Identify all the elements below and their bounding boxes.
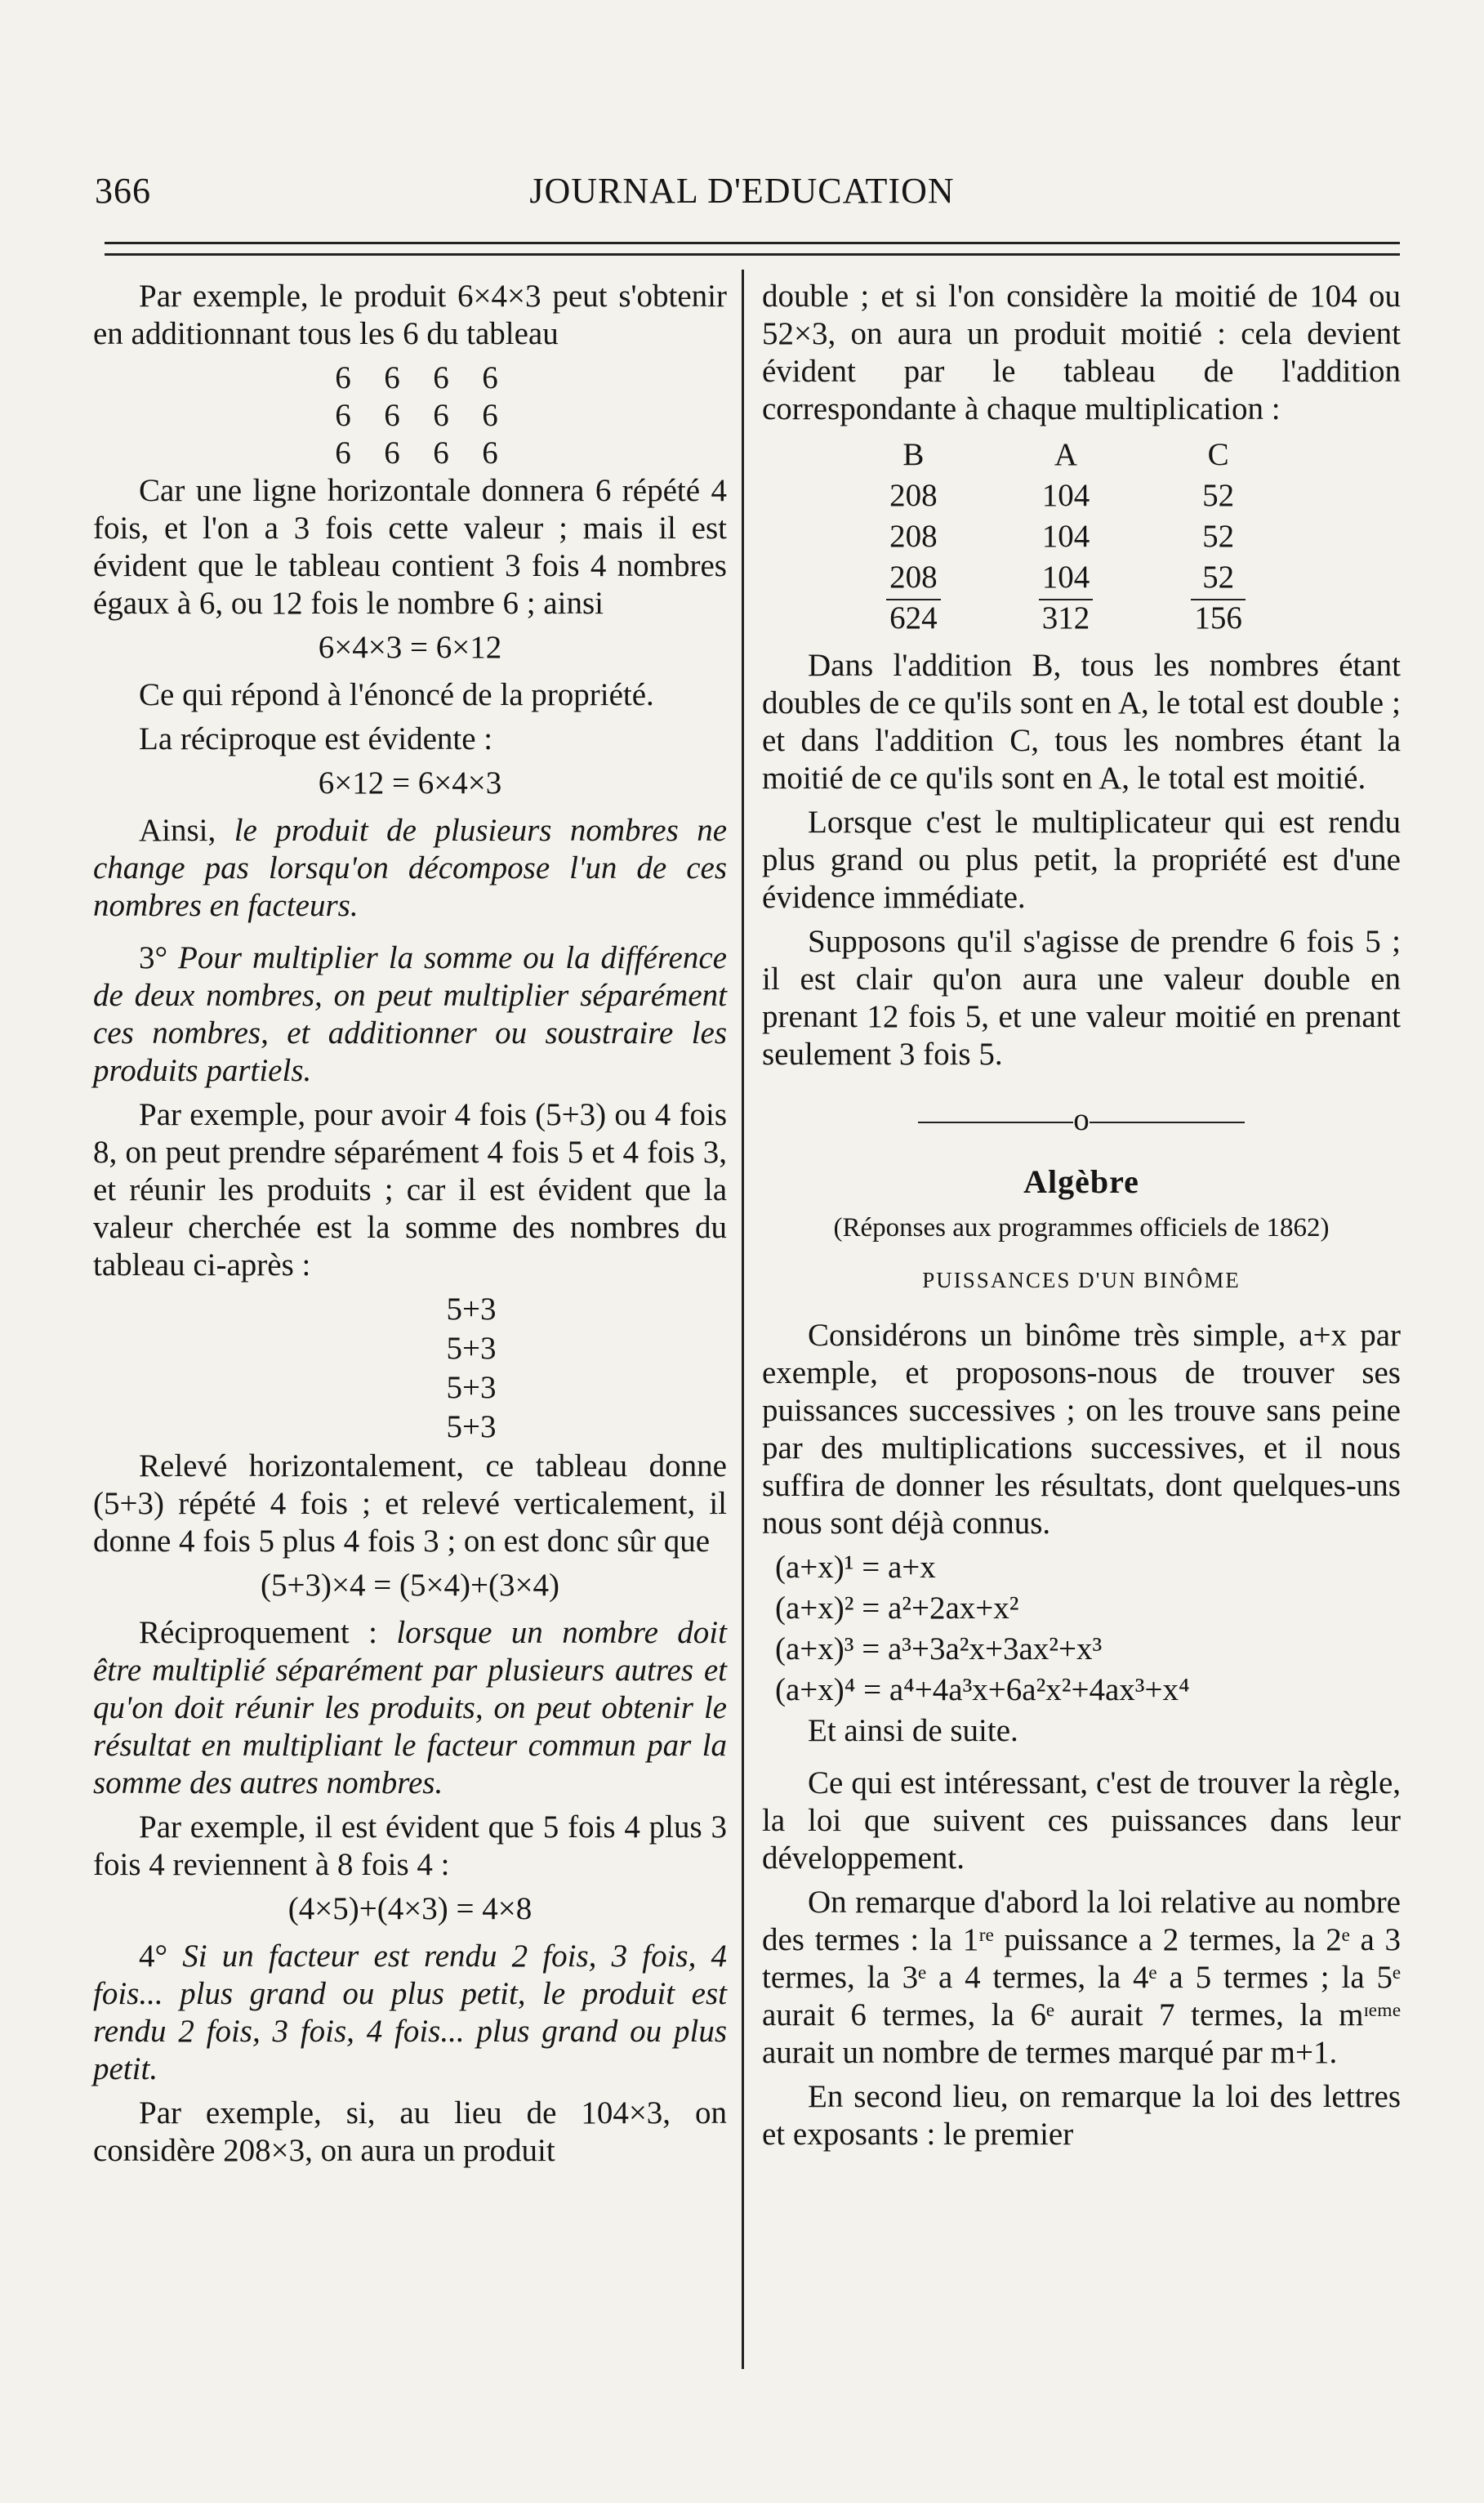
formula: (a+x)¹ = a+x — [775, 1550, 936, 1585]
table-cell: 6 — [335, 360, 351, 395]
paragraph: En second lieu, on remarque la loi des lettres et exposants : le premier — [762, 2079, 1401, 2152]
equation: (5+3)×4 = (5×4)+(3×4) — [261, 1568, 559, 1603]
formula: (a+x)² = a²+2ax+x² — [775, 1591, 1019, 1626]
column-divider — [742, 270, 744, 2369]
subsection-title: PUISSANCES D'UN BINÔME — [922, 1268, 1241, 1292]
paragraph: Ce qui répond à l'énoncé de la propriété. — [139, 677, 654, 712]
table-cell: 6 — [335, 398, 351, 433]
table-cell: 6 — [433, 435, 449, 471]
paragraph: Par exemple, si, au lieu de 104×3, on considère 208×3, on aura un produit — [93, 2095, 727, 2168]
table-row — [837, 475, 1295, 516]
paragraph: On remarque d'abord la loi relative au nombre des termes : la 1ʳᵉ puissance a 2 termes, la 2ᵉ a 3 termes, la 3ᵉ a 4 termes, la 4ᵉ a 5 termes ; la 5ᵉ aurait 6 termes, la 6ᵉ aurait 7 termes, la mᶦᵉᵐᵉ aurait un nombre de termes marqué par m+1. — [762, 1885, 1401, 2070]
table-row — [837, 557, 1295, 598]
paragraph: Relevé horizontalement, ce tableau donne (5+3) répété 4 fois ; et relevé verticalement, il donne 4 fois 5 plus 4 fois 3 ; on est donc sûr que — [93, 1448, 727, 1559]
paragraph: Car une ligne horizontale donnera 6 répété 4 fois, et l'on a 3 fois cette valeur ; mais il est évident que le tableau contient 3 fois 4 nombres égaux à 6, ou 12 fois le nombre 6 ; ainsi — [93, 473, 727, 621]
formula: (a+x)⁴ = a⁴+4a³x+6a²x²+4ax³+x⁴ — [775, 1672, 1190, 1707]
table-cell: 6 — [384, 398, 400, 433]
paragraph: Par exemple, pour avoir 4 fois (5+3) ou 4 fois 8, on peut prendre séparément 4 fois 5 et 4 fois 3, et réunir les produits ; car il est évident que la valeur cherchée est la somme des nombres du tableau ci-après : — [93, 1097, 727, 1283]
stack-line: 5+3 — [446, 1370, 497, 1405]
total-value: 312 — [1039, 599, 1094, 636]
table-cell: 6 — [384, 360, 400, 395]
table-cell: 6 — [384, 435, 400, 471]
table-cell: 6 — [482, 398, 498, 433]
table-row — [837, 516, 1295, 557]
table-cell: 104 — [1041, 519, 1090, 554]
paragraph: Considérons un binôme très simple, a+x par exemple, et proposons-nous de trouver ses puissances successives ; on les trouve sans peine par des multiplications successives, et il nous suffira de donner les résultats, dont quelques-uns nous sont déjà connus. — [762, 1318, 1401, 1541]
paragraph: Lorsque c'est le multiplicateur qui est rendu plus grand ou plus petit, la propriété est d'une évidence immédiate. — [762, 805, 1401, 915]
table-row — [319, 435, 515, 472]
paragraph: La réciproque est évidente : — [139, 721, 493, 756]
paragraph — [93, 812, 727, 925]
stack-line: 5+3 — [446, 1409, 497, 1444]
table-cell: 104 — [1041, 478, 1090, 513]
text: 4° — [139, 1939, 183, 1974]
text: 3° — [139, 940, 179, 975]
text: Réciproquement : — [139, 1615, 397, 1650]
paragraph: double ; et si l'on considère la moitié de 104 ou 52×3, on aura un produit moitié : cela devient évident par le tableau de l'addition correspondante à chaque multiplication : — [762, 279, 1401, 426]
separator-line — [918, 1122, 1073, 1123]
section-separator — [762, 1101, 1401, 1139]
left-column — [93, 278, 727, 2176]
column-header: C — [1207, 437, 1229, 472]
page-number: 366 — [95, 171, 151, 211]
table-cell: 6 — [482, 435, 498, 471]
total-cell — [990, 598, 1143, 639]
total-value: 156 — [1191, 599, 1246, 636]
table-cell: 6 — [433, 360, 449, 395]
italic-text: le produit de plusieurs nombres ne change pas lorsqu'on décompose l'un de ces nombres en facteurs. — [93, 813, 728, 923]
table-cell: 208 — [889, 519, 938, 554]
table-cell: 208 — [889, 478, 938, 513]
total-value: 624 — [886, 599, 941, 636]
paragraph — [93, 1614, 727, 1802]
section-heading: Algèbre — [1023, 1163, 1139, 1200]
table-cell: 6 — [482, 360, 498, 395]
table-cell: 104 — [1041, 560, 1090, 595]
stack-line: 5+3 — [446, 1331, 497, 1366]
header-rule-bottom — [105, 253, 1400, 256]
equation: 6×12 = 6×4×3 — [318, 765, 502, 801]
table-total-row — [837, 598, 1295, 639]
column-header: B — [902, 437, 925, 472]
header-rule-top — [105, 242, 1400, 244]
italic-text: Si un facteur est rendu 2 fois, 3 fois, 4 fois... plus grand ou plus petit, le produit est rendu 2 fois, 3 fois, 4 fois... plus grand ou plus petit. — [93, 1939, 727, 2086]
table-cell: 208 — [889, 560, 938, 595]
separator-mark: o — [1073, 1102, 1090, 1137]
equation: (4×5)+(4×3) = 4×8 — [287, 1891, 533, 1926]
paragraph: Et ainsi de suite. — [808, 1713, 1018, 1748]
separator-line — [1090, 1122, 1245, 1123]
stack-line: 5+3 — [446, 1292, 497, 1327]
six-table — [319, 359, 515, 472]
column-header: A — [1054, 437, 1078, 472]
paragraph — [93, 939, 727, 1090]
italic-text: Pour multiplier la somme ou la différence de deux nombres, on peut multiplier séparément ces nombres, et additionner ou soustraire les produits partiels. — [93, 940, 727, 1088]
table-cell: 52 — [1202, 560, 1235, 595]
total-cell — [1142, 598, 1295, 639]
sum-stack — [93, 1291, 727, 1448]
table-cell: 52 — [1202, 519, 1235, 554]
paragraph: Dans l'addition B, tous les nombres étant doubles de ce qu'ils sont en A, le total est double ; et dans l'addition C, tous les nombres étant la moitié de ce qu'ils sont en A, le total est moitié. — [762, 648, 1401, 796]
text: Ainsi, — [139, 813, 234, 848]
right-column — [762, 278, 1401, 2160]
addition-table — [837, 435, 1295, 639]
table-cell: 6 — [335, 435, 351, 471]
table-row — [319, 359, 515, 397]
table-cell: 6 — [433, 398, 449, 433]
table-cell: 52 — [1202, 478, 1235, 513]
paragraph: Ce qui est intéressant, c'est de trouver la règle, la loi que suivent ces puissances dans leur développement. — [762, 1765, 1401, 1876]
paragraph — [93, 1938, 727, 2088]
section-subheading: (Réponses aux programmes officiels de 1862) — [833, 1213, 1330, 1243]
paragraph: Par exemple, il est évident que 5 fois 4 plus 3 fois 4 reviennent à 8 fois 4 : — [93, 1809, 727, 1882]
italic-text: lorsque un nombre doit être multiplié séparément par plusieurs autres et qu'on doit réunir les produits, on peut obtenir le résultat en multipliant le facteur commun par la somme des autres nombres. — [93, 1615, 727, 1800]
total-cell — [837, 598, 990, 639]
table-header-row — [837, 435, 1295, 475]
running-title: JOURNAL D'EDUCATION — [529, 171, 955, 211]
paragraph: Supposons qu'il s'agisse de prendre 6 fois 5 ; il est clair qu'on aura une valeur double en prenant 12 fois 5, et une valeur moitié en prenant seulement 3 fois 5. — [762, 924, 1401, 1072]
formula: (a+x)³ = a³+3a²x+3ax²+x³ — [775, 1631, 1103, 1666]
paragraph: Par exemple, le produit 6×4×3 peut s'obtenir en additionnant tous les 6 du tableau — [93, 279, 727, 351]
equation: 6×4×3 = 6×12 — [318, 630, 502, 665]
table-row — [319, 397, 515, 435]
